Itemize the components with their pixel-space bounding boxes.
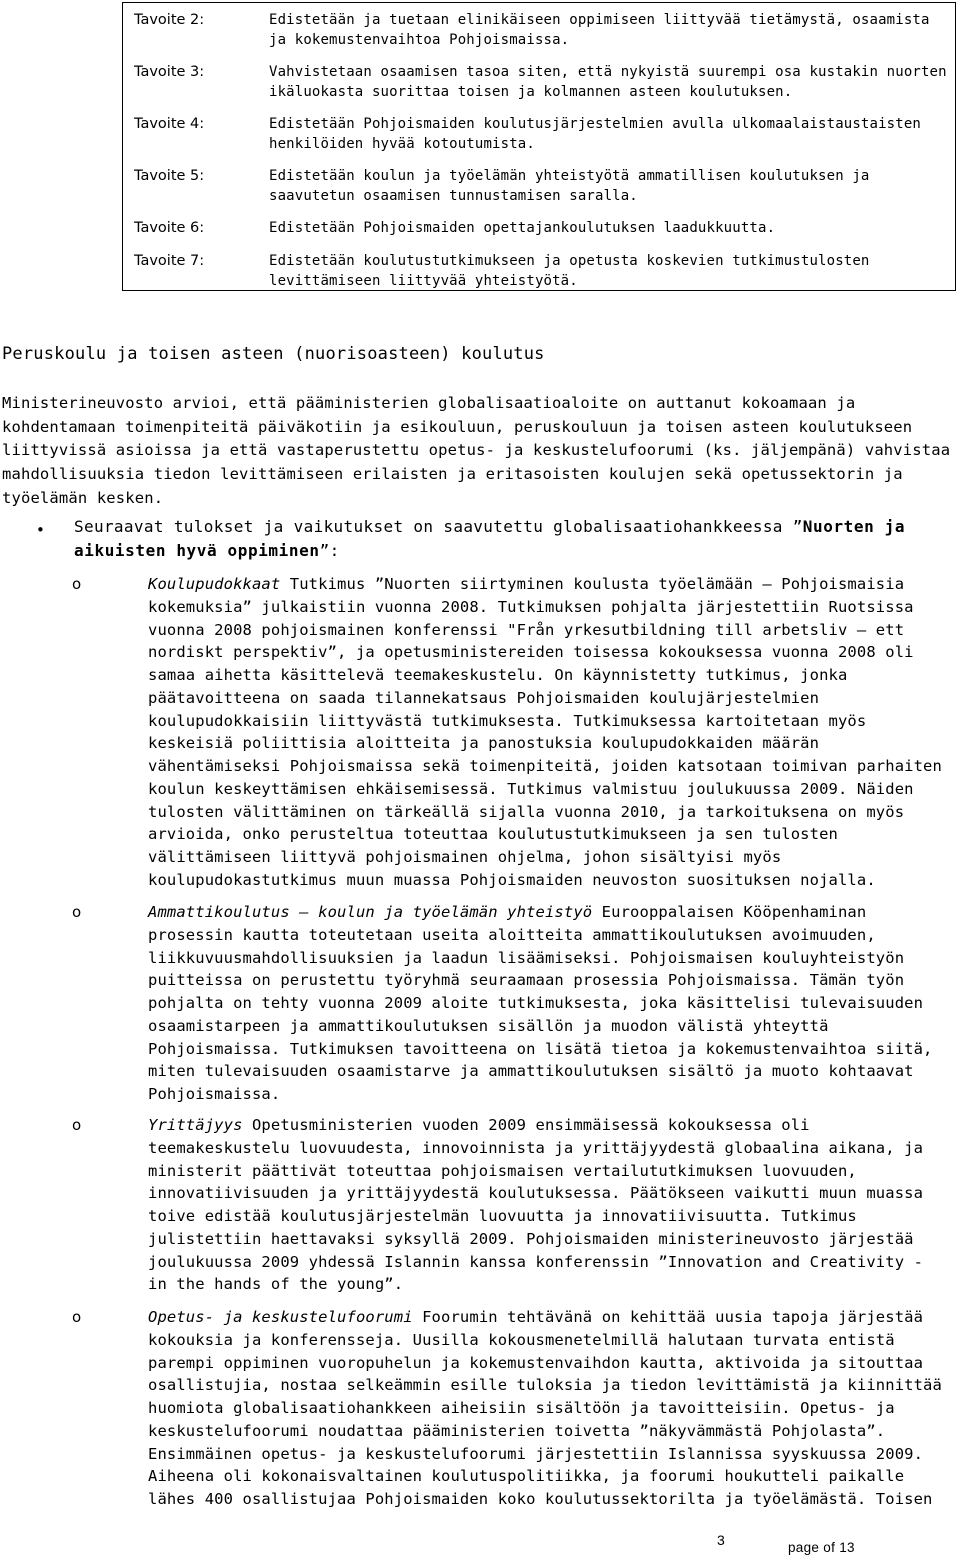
lead-paragraph — [74, 515, 954, 563]
goal-label: Tavoite 5: — [134, 168, 205, 184]
goal-text: Edistetään ja tuetaan elinikäiseen oppimiseen liittyvää tietämystä, osaamista ja kokemustenvaihtoa Pohjoismaissa. — [269, 12, 930, 48]
page-total: page of 13 — [788, 1540, 855, 1555]
goal-label: Tavoite 3: — [134, 64, 205, 80]
item-text — [148, 573, 948, 892]
page-number: 3 — [717, 1532, 725, 1548]
circle-bullet-icon: o — [72, 903, 82, 921]
goals-table — [122, 2, 956, 291]
item-body: Foorumin tehtävänä on kehittää uusia tapoja järjestää kokouksia ja konferensseja. Uusilla kokousmenetelmillä halutaan turvata entistä parempi oppiminen vuoropuhelun ja kokemustenvaihdon kautta, aktivoida ja sitouttaa osallistujia, nostaa selkeämmin esille tuloksia ja tiedon levittämistä ja kiinnittää huomiota globalisaatiohankkeen aiheisiin sisältöön ja tavoitteisiin. Opetus- ja keskustelufoorumi noudattaa pääministerien toivetta ”näkyvämmästä Pohjolasta”. Ensimmäinen opetus- ja keskustelufoorumi järjestettiin Islannissa syyskuussa 2009. Aiheena oli kokonaisvaltainen koulutuspolitiikka, ja foorumi houkutteli paikalle lähes 400 osallistujaa Pohjoismaiden koko koulutussektorilta ja työelämästä. Toisen — [148, 1308, 942, 1508]
goal-text: Edistetään koulun ja työelämän yhteistyötä ammatillisen koulutuksen ja saavutetun osaamisen tunnustamisen saralla. — [269, 168, 870, 204]
item-body: Tutkimus ”Nuorten siirtyminen koulusta työelämään – Pohjoismaisia kokemuksia” julkaistiin vuonna 2008. Tutkimuksen pohjalta järjestettiin Ruotsissa vuonna 2008 pohjoismainen konferenssi "Från yrkesutbildning till arbetsliv – ett nordiskt perspektiv”, ja opetusministereiden toisessa kokouksessa vuonna 2008 oli samaa aihetta käsittelevä teemakeskustelu. On käynnistetty tutkimus, jonka päätavoitteena on saada tilannekatsaus Pohjoismaiden koulujärjestelmien koulupudokkaisiin liittyvästä tutkimuksesta. Tutkimuksessa kartoitetaan myös keskeisiä poliittisia aloitteita ja panostuksia koulupudokkaiden määrän vähentämiseksi Pohjoismaissa sekä toimenpiteitä, joiden katsotaan toimivan parhaiten koulun keskeyttämisen ehkäisemisessä. Tutkimus valmistuu joulukuussa 2009. Näiden tulosten välittäminen on tärkeällä sijalla vuonna 2010, ja tarkoituksena on myös arvioida, onko perusteltua toteuttaa koulutustutkimukseen ja sen tulosten välittämiseen liittyvä pohjoismainen ohjelma, johon sisältyisi myös koulupudokastutkimus muun muassa Pohjoismaiden neuvoston suosituksen nojalla. — [148, 575, 942, 889]
goal-label: Tavoite 7: — [134, 253, 205, 269]
item-text — [148, 1306, 948, 1511]
goal-text: Edistetään koulutustutkimukseen ja opetusta koskevien tutkimustulosten levittämiseen liittyvää yhteistyötä. — [269, 253, 870, 289]
goal-text: Vahvistetaan osaamisen tasoa siten, että nykyistä suurempi osa kustakin nuorten ikäluokasta suorittaa toisen ja kolmannen asteen koulutuksen. — [269, 64, 947, 100]
lead-suffix: ”: — [319, 541, 340, 560]
goal-label: Tavoite 6: — [134, 220, 205, 236]
goal-text: Edistetään Pohjoismaiden opettajankoulutuksen laadukkuutta. — [269, 220, 776, 236]
circle-bullet-icon: o — [72, 1308, 82, 1326]
goal-label: Tavoite 2: — [134, 12, 205, 28]
item-text — [148, 1114, 948, 1296]
item-text — [148, 901, 948, 1106]
intro-paragraph: Ministerineuvosto arvioi, että pääministerien globalisaatioaloite on auttanut kokoamaan ja kohdentamaan toimenpiteitä päiväkotiin ja esikouluun, peruskouluun ja toisen asteen koulutukseen liittyvissä asioissa ja että vastaperustettu opetus- ja keskustelufoorumi (ks. jäljempänä) vahvistaa mahdollisuuksia tiedon levittämiseen erilaisten ja eritasoisten koulujen sekä opetussektorin ja työelämän kesken. — [2, 394, 951, 507]
item-title: Koulupudokkaat — [148, 575, 281, 593]
item-title: Ammattikoulutus – koulun ja työelämän yhteistyö — [148, 903, 593, 921]
item-title: Opetus- ja keskustelufoorumi — [148, 1308, 413, 1326]
circle-bullet-icon: o — [72, 1116, 82, 1134]
item-title: Yrittäjyys — [148, 1116, 243, 1134]
item-body: Opetusministerien vuoden 2009 ensimmäisessä kokouksessa oli teemakeskustelu luovuudesta, innovoinnista ja yrittäjyydestä globaalina aikana, ja ministerit päättivät toteuttaa pohjoismaisen vertailututkimuksen luovuuden, innovatiivisuuden ja yrittäjyydestä koulutuksessa. Päätökseen vaikutti muun muassa toive edistää koulutusjärjestelmän luovuutta ja innovatiivisuutta. Tutkimus julistettiin haettavaksi syksyllä 2009. Pohjoismaiden ministerineuvosto järjestää joulukuussa 2009 yhdessä Islannin kanssa konferenssin ”Innovation and Creativity - in the hands of the young”. — [148, 1116, 924, 1294]
lead-prefix: Seuraavat tulokset ja vaikutukset on saavutettu globalisaatiohankkeessa ” — [74, 517, 803, 536]
circle-bullet-icon: o — [72, 575, 82, 593]
lead-project-name: Nuorten ja aikuisten hyvä oppiminen — [74, 517, 906, 560]
goal-label: Tavoite 4: — [134, 116, 205, 132]
section-heading: Peruskoulu ja toisen asteen (nuorisoasteen) koulutus — [2, 344, 545, 364]
bullet-icon: • — [36, 521, 45, 539]
item-body: Eurooppalaisen Kööpenhaminan prosessin kautta toteutetaan useita aloitteita ammattikoulutuksen avoimuuden, liikkuvuusmahdollisuuksien ja laadun lisäämiseksi. Pohjoismaisen kouluyhteistyön puitteissa on perustettu työryhmä seuraamaan prosessia Pohjoismaissa. Tämän työn pohjalta on tehty vuonna 2009 aloite tutkimuksesta, joka käsittelisi tulevaisuuden osaamistarpeen ja ammattikoulutuksen sisällön ja muodon välistä yhteyttä Pohjoismaissa. Tutkimuksen tavoitteena on lisätä tietoa ja kokemustenvaihtoa siitä, miten tulevaisuuden osaamistarve ja ammattikoulutuksen sisältö ja muoto kohtaavat Pohjoismaissa. — [148, 903, 933, 1103]
goal-text: Edistetään Pohjoismaiden koulutusjärjestelmien avulla ulkomaalaistaustaisten henkilöiden hyvää kotoutumista. — [269, 116, 921, 152]
